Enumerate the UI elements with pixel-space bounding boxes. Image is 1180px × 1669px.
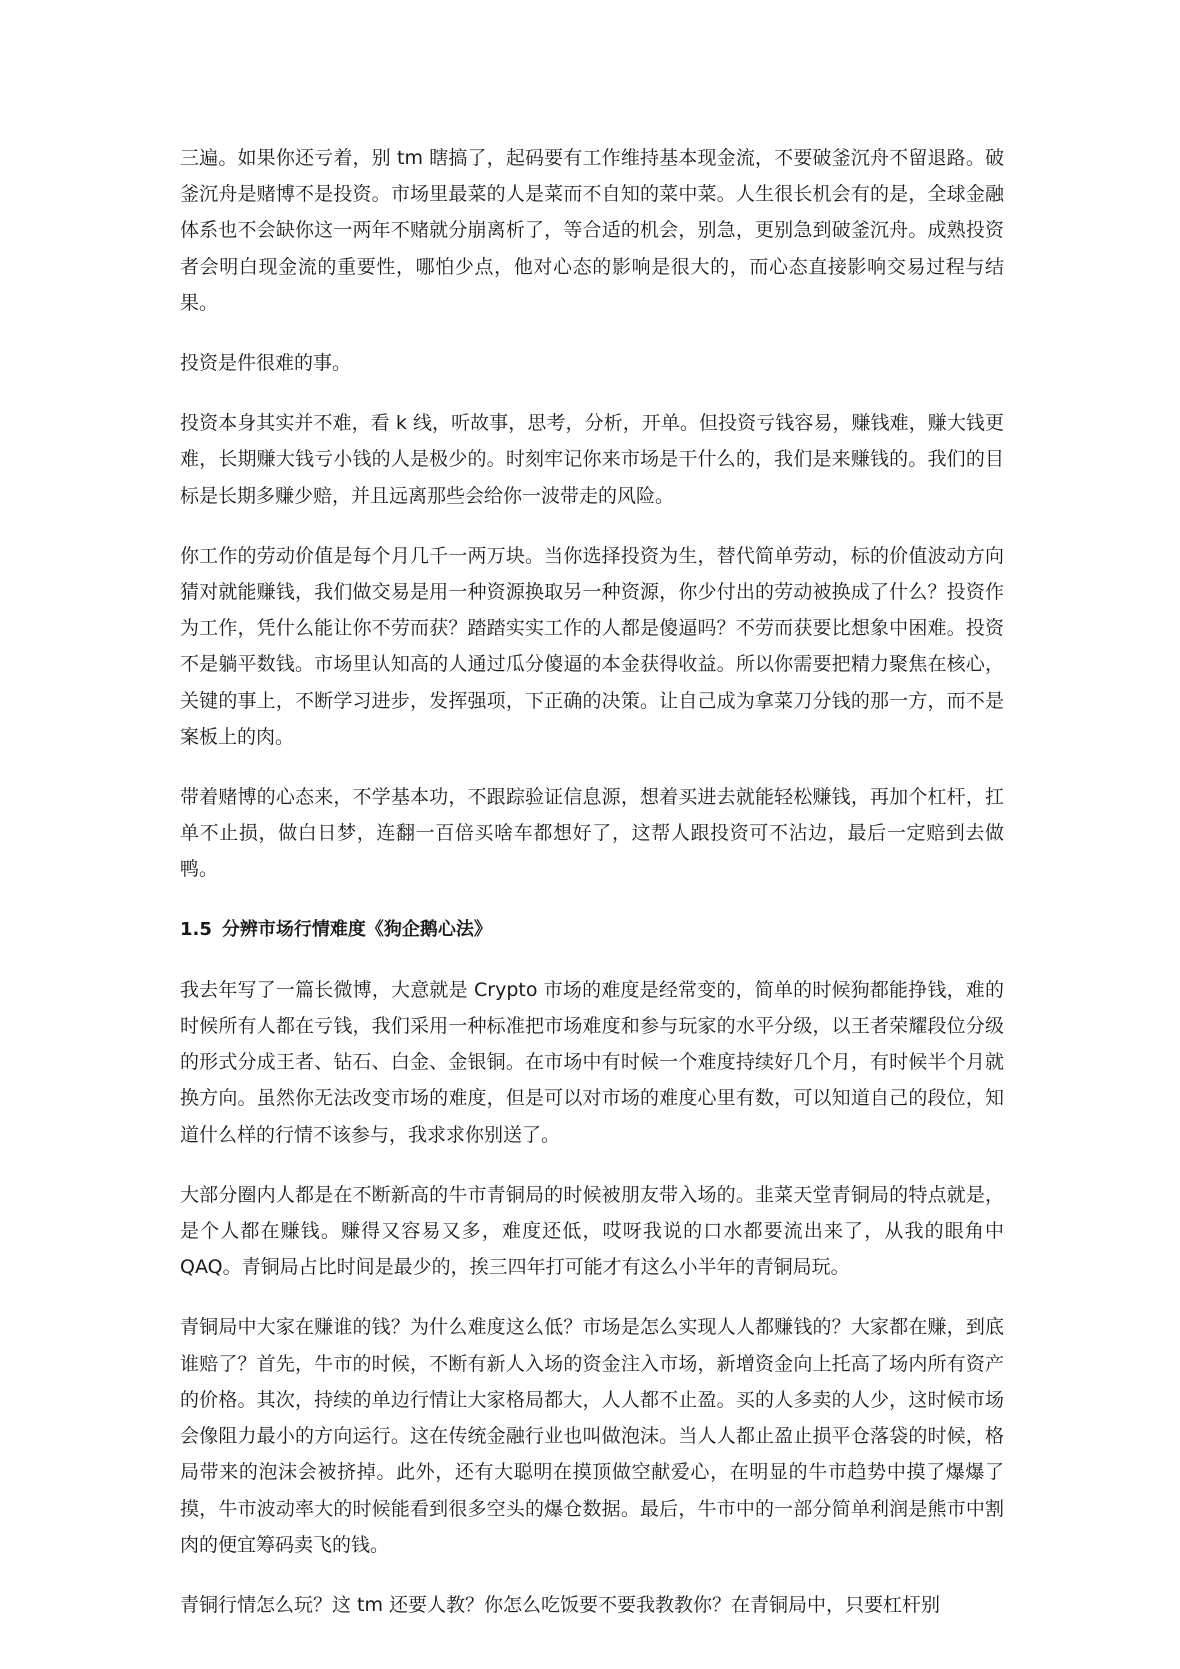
section-title: 分辨市场行情难度《狗企鹅心法》 <box>221 918 492 940</box>
paragraph: 你工作的劳动价值是每个月几千一两万块。当你选择投资为生，替代简单劳动，标的价值波动方向猜对就能赚钱，我们做交易是用一种资源换取另一种资源，你少付出的劳动被换成了什么？投资作为工作，凭什么能让你不劳而获？踏踏实实工作的人都是傻逼吗？不劳而获要比想象中困难。投资不是躺平数钱。市场里认知高的人通过瓜分傻逼的本金获得收益。所以你需要把精力聚焦在核心，关键的事上，不断学习进步，发挥强项，下正确的决策。让自己成为拿菜刀分钱的那一方，而不是案板上的肉。 <box>180 544 1004 748</box>
paragraph: 投资是件很难的事。 <box>180 352 352 375</box>
paragraph: 大部分圈内人都是在不断新高的牛市青铜局的时候被朋友带入场的。韭菜天堂青铜局的特点就是，是个人都在赚钱。赚得又容易又多，难度还低，哎呀我说的口水都要流出来了，从我的眼角中 QAQ。青铜局占比时间是最少的，挨三四年打可能才有这么小半年的青铜局玩。 <box>180 1183 1004 1279</box>
paragraph: 我去年写了一篇长微博，大意就是 Crypto 市场的难度是经常变的，简单的时候狗都能挣钱，难的时候所有人都在亏钱，我们采用一种标准把市场难度和参与玩家的水平分级，以王者荣耀段位分级的形式分成王者、钻石、白金、金银铜。在市场中有时候一个难度持续好几个月，有时候半个月就换方向。虽然你无法改变市场的难度，但是可以对市场的难度心里有数，可以知道自己的段位，知道什么样的行情不该参与，我求求你别送了。 <box>180 978 1004 1146</box>
paragraph: 青铜局中大家在赚谁的钱？为什么难度这么低？市场是怎么实现人人都赚钱的？大家都在赚，到底谁赔了？首先，牛市的时候，不断有新人入场的资金注入市场，新增资金向上托高了场内所有资产的价格。其次，持续的单边行情让大家格局都大，人人都不止盈。买的人多卖的人少，这时候市场会像阻力最小的方向运行。这在传统金融行业也叫做泡沫。当人人都止盈止损平仓落袋的时候，格局带来的泡沫会被挤掉。此外，还有大聪明在摸顶做空献爱心，在明显的牛市趋势中摸了爆爆了摸，牛市波动率大的时候能看到很多空头的爆仓数据。最后，牛市中的一部分简单利润是熊市中割肉的便宜筹码卖飞的钱。 <box>180 1316 1004 1556</box>
paragraph: 带着赌博的心态来，不学基本功，不跟踪验证信息源，想着买进去就能轻松赚钱，再加个杠杆，扛单不止损，做白日梦，连翻一百倍买啥车都想好了，这帮人跟投资可不沾边，最后一定赔到去做鸭。 <box>180 786 1004 881</box>
paragraph: 投资本身其实并不难，看 k 线，听故事，思考，分析，开单。但投资亏钱容易，赚钱难，赚大钱更难，长期赚大钱亏小钱的人是极少的。时刻牢记你来市场是干什么的，我们是来赚钱的。我们的目标是长期多赚少赔，并且远离那些会给你一波带走的风险。 <box>180 412 1004 507</box>
section-heading <box>180 912 1004 948</box>
document-page <box>180 140 1004 1647</box>
section-number: 1.5 <box>180 918 212 940</box>
paragraph: 青铜行情怎么玩？这 tm 还要人教？你怎么吃饭要不要我教教你？在青铜局中，只要杠杆别 <box>180 1593 941 1616</box>
paragraph: 三遍。如果你还亏着，别 tm 瞎搞了，起码要有工作维持基本现金流，不要破釜沉舟不留退路。破釜沉舟是赌博不是投资。市场里最菜的人是菜而不自知的菜中菜。人生很长机会有的是，全球金融体系也不会缺你这一两年不赌就分崩离析了，等合适的机会，别急，更别急到破釜沉舟。成熟投资者会明白现金流的重要性，哪怕少点，他对心态的影响是很大的，而心态直接影响交易过程与结果。 <box>180 147 1004 314</box>
